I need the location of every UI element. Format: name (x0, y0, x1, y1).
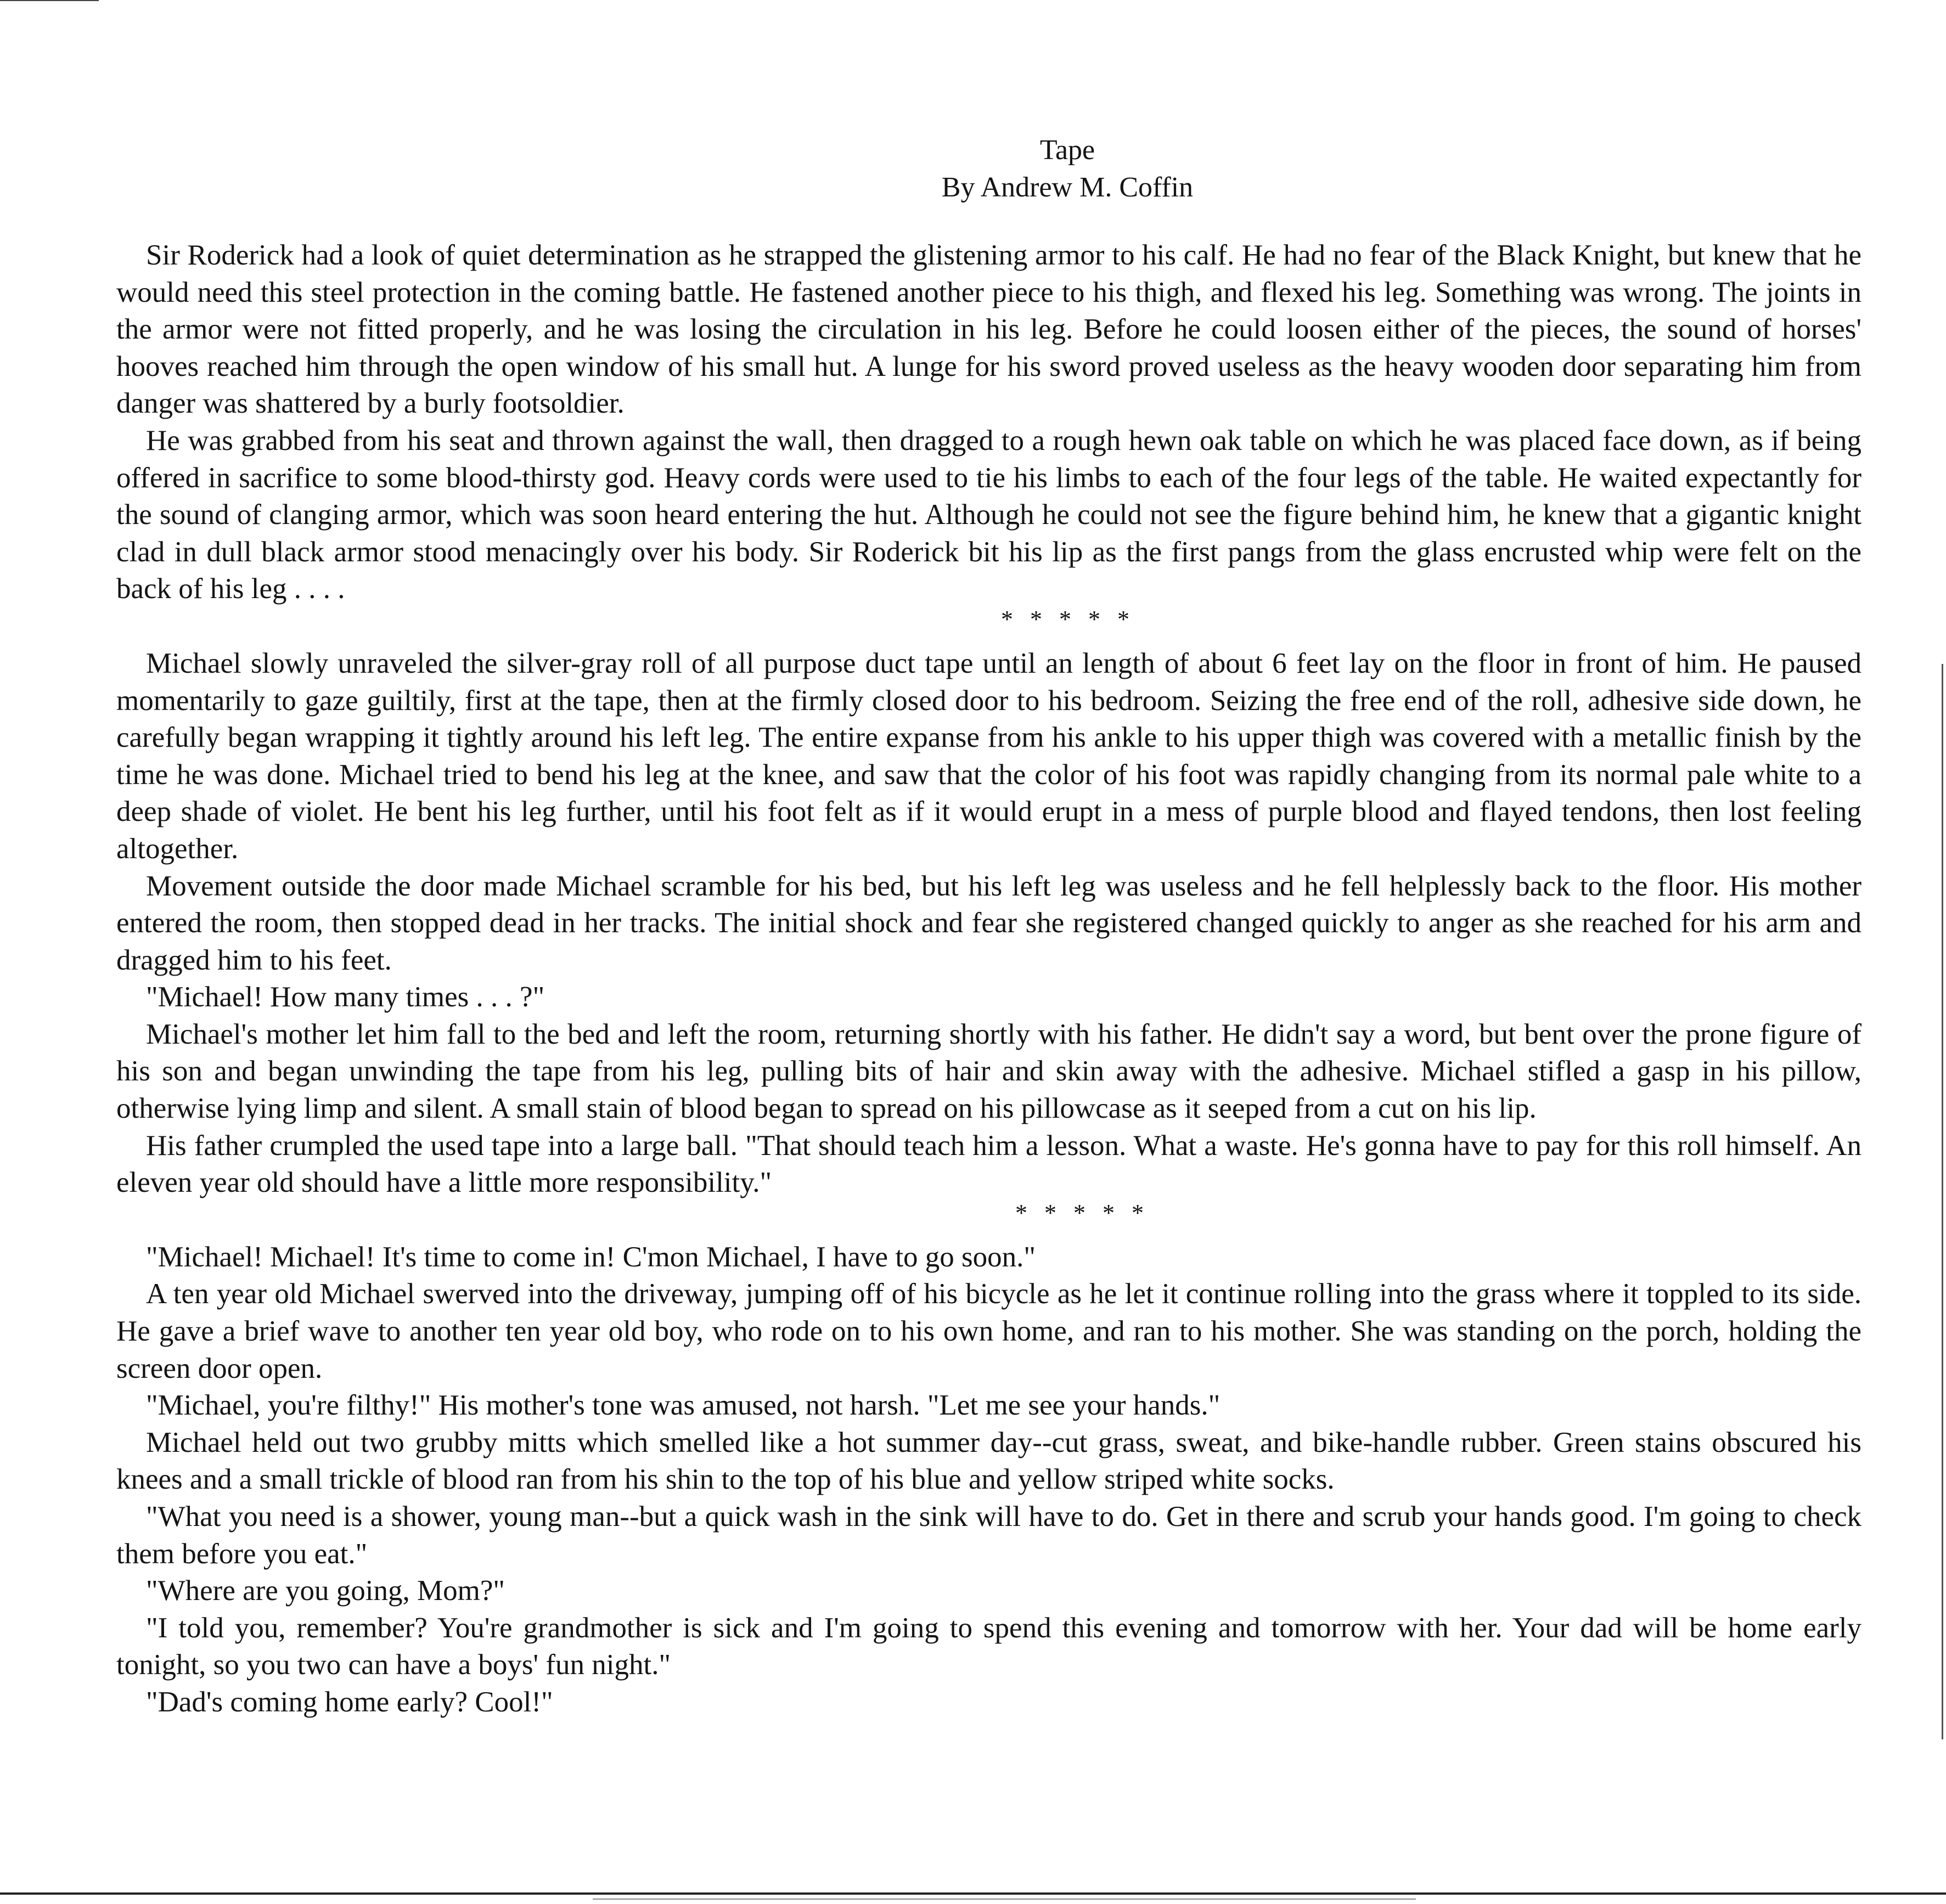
story-title: Tape (1039, 134, 1095, 166)
paragraph: A ten year old Michael swerved into the driveway, jumping off of his bicycle as he let it continue rolling into the grass where it toppled to its side. He gave a brief wave to another ten year old boy, who rode on to his own home, and ran to his mother. She was standing on the porch, holding the screen door open. (116, 1278, 1861, 1384)
scan-right-edge (1942, 664, 1943, 1739)
spacer (116, 631, 1861, 645)
section-separator: * * * * * (1001, 605, 1135, 633)
paragraph: "I told you, remember? You're grandmother is sick and I'm going to spend this evening and tomorrow with her. Your dad will be home early tonight, so you two can have a boys' fun night." (116, 1612, 1861, 1681)
paragraph: Michael held out two grubby mitts which smelled like a hot summer day--cut grass, sweat, and bike-handle rubber. Green stains obscured his knees and a small trickle of blood ran from his shin to the top of his blue and yellow striped white socks. (116, 1426, 1861, 1496)
paragraph: "Michael! How many times . . . ?" (146, 981, 545, 1013)
paragraph: Sir Roderick had a look of quiet determination as he strapped the glistening armor to his calf. He had no fear of the Black Knight, but knew that he would need this steel protection in the coming battle. He fastened another piece to his thigh, and flexed his leg. Something was wrong. The joints in the armor were not fitted properly, and he was losing the circulation in his leg. Before he could loosen either of the pieces, the sound of horses' hooves reached him through the open window of his small hut. A lunge for his sword proved useless as the heavy wooden door separating him from danger was shattered by a burly footsoldier. (116, 239, 1861, 420)
paragraph: Movement outside the door made Michael scramble for his bed, but his left leg was useless and he fell helplessly back to the floor. His mother entered the room, then stopped dead in her tracks. The initial shock and fear she registered changed quickly to anger as she reached for his arm and dragged him to his feet. (116, 870, 1861, 976)
paragraph: He was grabbed from his seat and thrown against the wall, then dragged to a rough hewn oak table on which he was placed face down, as if being offered in sacrifice to some blood-thirsty god. Heavy cords were used to tie his limbs to each of the four legs of the table. He waited expectantly for the sound of clanging armor, which was soon heard entering the hut. Although he could not see the figure behind him, he knew that a gigantic knight clad in dull black armor stood menacingly over his body. Sir Roderick bit his lip as the first pangs from the glass encrusted whip were felt on the back of his leg . . . . (116, 424, 1861, 605)
section-separator: * * * * * (1015, 1199, 1149, 1226)
bottom-rule (0, 1892, 1946, 1895)
paragraph: "Michael! Michael! It's time to come in! C'mon Michael, I have to go soon." (146, 1241, 1036, 1273)
paragraph: "Where are you going, Mom?" (146, 1575, 505, 1607)
scan-edge-mark (0, 0, 99, 1)
story-body (116, 237, 1861, 1721)
bottom-rule-faint (593, 1899, 1416, 1900)
paragraph: "Dad's coming home early? Cool!" (146, 1686, 553, 1718)
spacer (116, 1225, 1861, 1239)
paragraph: "Michael, you're filthy!" His mother's tone was amused, not harsh. "Let me see your hands." (146, 1389, 1221, 1422)
paragraph: "What you need is a shower, young man--but a quick wash in the sink will have to do. Get in there and scrub your hands good. I'm going to check them before you eat." (116, 1501, 1861, 1570)
title-block (0, 132, 1946, 206)
paragraph: Michael's mother let him fall to the bed and left the room, returning shortly with his father. He didn't say a word, but bent over the prone figure of his son and began unwinding the tape from his leg, pulling bits of hair and skin away with the adhesive. Michael stifled a gasp in his pillow, otherwise lying limp and silent. A small stain of blood began to spread on his pillowcase as it seeped from a cut on his lip. (116, 1018, 1861, 1125)
story-byline: By Andrew M. Coffin (941, 172, 1194, 203)
paragraph: Michael slowly unraveled the silver-gray roll of all purpose duct tape until an length of about 6 feet lay on the floor in front of him. He paused momentarily to gaze guiltily, first at the tape, then at the firmly closed door to his bedroom. Seizing the free end of the roll, adhesive side down, he carefully began wrapping it tightly around his left leg. The entire expanse from his ankle to his upper thigh was covered with a metallic finish by the time he was done. Michael tried to bend his leg at the knee, and saw that the color of his foot was rapidly changing from its normal pale white to a deep shade of violet. He bent his leg further, until his foot felt as if it would erupt in a mess of purple blood and flayed tendons, then lost feeling altogether. (116, 647, 1861, 865)
paragraph: His father crumpled the used tape into a large ball. "That should teach him a lesson. What a waste. He's gonna have to pay for this roll himself. An eleven year old should have a little more responsibility." (116, 1129, 1861, 1199)
